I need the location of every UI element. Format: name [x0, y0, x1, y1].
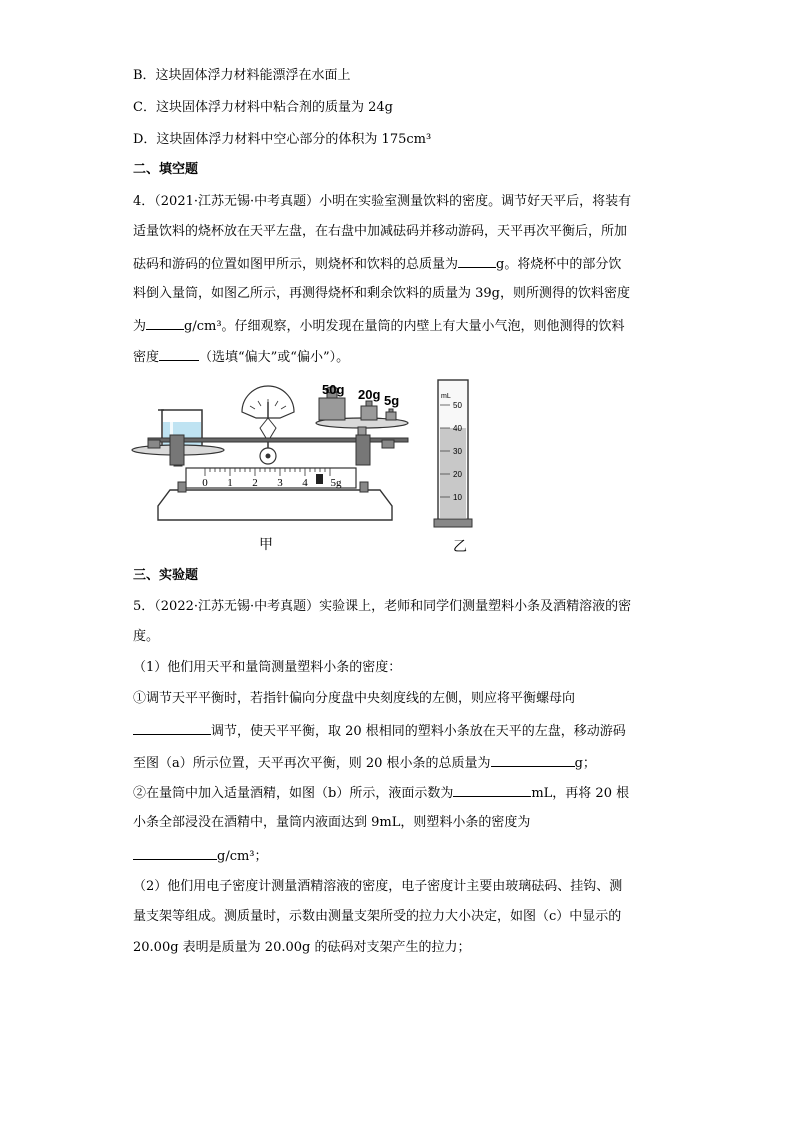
- q5-line: 5．（2022·江苏无锡·中考真题）实验课上，老师和同学们测量塑料小条及酒精溶液的密: [133, 599, 632, 614]
- answer-blank[interactable]: [146, 315, 184, 330]
- cylinder-tick: 50: [453, 401, 462, 410]
- scale-number: 2: [252, 477, 258, 489]
- figure-caption-left: 甲: [259, 537, 273, 553]
- scale-number: 1: [227, 477, 233, 489]
- q4-line: [133, 253, 621, 275]
- q4-line: 适量饮料的烧杯放在天平左盘，在右盘中加减砝码并移动游码，天平再次平衡后，所加: [133, 224, 628, 239]
- q4-text: 砝码和游码的位置如图甲所示，则烧杯和饮料的总质量为: [133, 257, 459, 272]
- section-heading-experiment: 三、实验题: [133, 568, 199, 583]
- base-post: [178, 482, 186, 492]
- scale-number: 3: [277, 477, 283, 489]
- balance-base: [158, 490, 392, 520]
- cylinder-tick: 20: [453, 470, 462, 479]
- q5-text: g；: [574, 756, 596, 771]
- q5-line: 20.00g 表明是质量为 20.00g 的砝码对支架产生的拉力；: [133, 940, 471, 955]
- q5-text: g/cm³；: [217, 849, 268, 864]
- cylinder-tick: 30: [453, 447, 462, 456]
- weight-label: 5g: [384, 393, 400, 408]
- q5-text: ②在量筒中加入适量酒精，如图（b）所示，液面示数为: [133, 786, 454, 801]
- weight-label: 50g: [322, 382, 345, 397]
- q4-line: [133, 346, 349, 368]
- q4-text: （选填“偏大”或“偏小”）。: [199, 350, 350, 365]
- q5-line: （1）他们用天平和量筒测量塑料小条的密度：: [133, 660, 402, 675]
- cylinder-tick: 10: [453, 493, 462, 502]
- base-post: [360, 482, 368, 492]
- graduated-cylinder-figure: [430, 378, 480, 530]
- q5-text: mL，再将 20 根: [531, 786, 630, 801]
- option-c: C．这块固体浮力材料中粘合剂的质量为 24g: [133, 100, 393, 115]
- q4-text: g/cm³。仔细观察，小明发现在量筒的内壁上有大量小气泡，则他测得的饮料: [184, 319, 625, 334]
- q5-line: 量支架等组成。测质量时，示数由测量支架所受的拉力大小决定，如图（c）中显示的: [133, 909, 622, 924]
- answer-blank[interactable]: [491, 752, 575, 767]
- q5-text: 至图（a）所示位置，天平再次平衡，则 20 根小条的总质量为: [133, 756, 491, 771]
- q4-line: [133, 315, 625, 337]
- q5-text: 调节，使天平平衡，取 20 根相同的塑料小条放在天平的左盘，移动游码: [211, 724, 626, 739]
- cylinder-unit: mL: [441, 393, 451, 400]
- balance-figure: [130, 378, 420, 528]
- q5-line: （2）他们用电子密度计测量酒精溶液的密度，电子密度计主要由玻璃砝码、挂钩、测: [133, 879, 623, 894]
- option-b: B．这块固体浮力材料能漂浮在水面上: [133, 68, 351, 83]
- q5-line: 小条全部浸没在酒精中，量筒内液面达到 9mL，则塑料小条的密度为: [133, 815, 531, 830]
- q5-line: [133, 845, 268, 867]
- option-d: D．这块固体浮力材料中空心部分的体积为 175cm³: [133, 132, 432, 147]
- rider-icon: [316, 474, 323, 484]
- scale-number: 0: [202, 477, 208, 489]
- section-heading-fill: 二、填空题: [133, 162, 199, 177]
- q5-line: 度。: [133, 629, 160, 644]
- answer-blank[interactable]: [133, 845, 217, 860]
- weight-5g-icon: [386, 409, 396, 420]
- q4-text: g。将烧杯中的部分饮: [496, 257, 622, 272]
- q4-line: 料倒入量筒，如图乙所示，再测得烧杯和剩余饮料的质量为 39g，则所测得的饮料密度: [133, 286, 630, 301]
- figure-caption-right: 乙: [453, 539, 467, 555]
- cylinder-tick: 40: [453, 424, 462, 433]
- pointer-dial: [242, 386, 294, 464]
- answer-blank[interactable]: [133, 720, 211, 735]
- q5-line: [133, 752, 596, 774]
- weight-20g-icon: [361, 401, 377, 420]
- q5-line: [133, 720, 626, 742]
- q4-text: 密度: [133, 350, 160, 365]
- scale-number: 5g: [330, 477, 342, 489]
- answer-blank[interactable]: [159, 346, 199, 361]
- answer-blank[interactable]: [458, 253, 496, 268]
- scale-number: 4: [302, 477, 308, 489]
- q5-line: [133, 782, 629, 804]
- answer-blank[interactable]: [453, 782, 531, 797]
- weight-label: 20g: [358, 387, 381, 402]
- q4-line: 4．（2021·江苏无锡·中考真题）小明在实验室测量饮料的密度。调节好天平后，将装有: [133, 194, 632, 209]
- q5-line: ①调节天平平衡时，若指针偏向分度盘中央刻度线的左侧，则应将平衡螺母向: [133, 691, 576, 706]
- q4-text: 为: [133, 319, 147, 334]
